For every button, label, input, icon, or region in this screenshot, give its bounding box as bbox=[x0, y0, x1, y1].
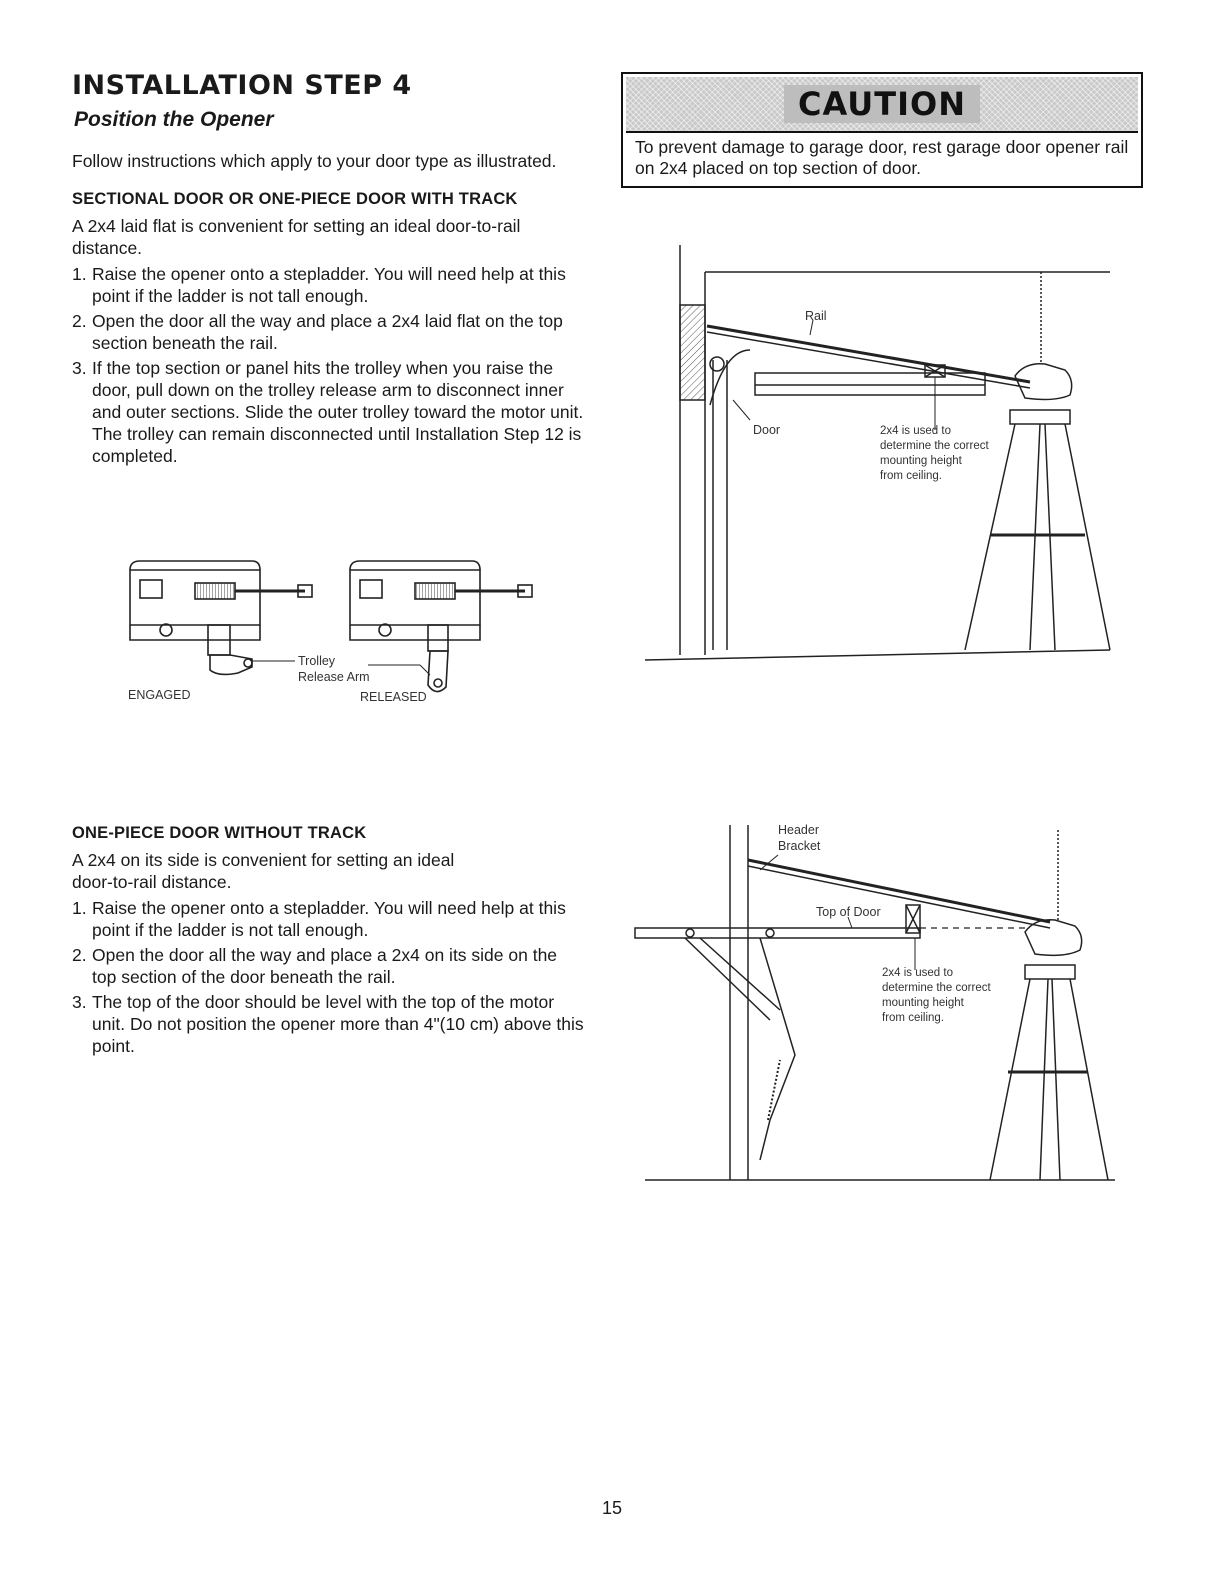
caution-label: CAUTION bbox=[784, 85, 980, 123]
label-bracket: Bracket bbox=[778, 839, 821, 853]
step-item bbox=[72, 357, 584, 467]
note-line: from ceiling. bbox=[880, 470, 942, 482]
label-door: Door bbox=[753, 423, 781, 437]
note-line: mounting height bbox=[880, 455, 962, 467]
label-released: RELEASED bbox=[360, 690, 427, 704]
intro-text: Follow instructions which apply to your door type as illustrated. bbox=[72, 151, 557, 171]
step-number: 2. bbox=[72, 311, 87, 331]
step-number: 1. bbox=[72, 264, 87, 284]
figure-one-piece-door bbox=[630, 820, 1120, 1190]
note-line: determine the correct bbox=[882, 982, 991, 994]
released-trolley bbox=[350, 561, 532, 692]
section-heading: SECTIONAL DOOR OR ONE-PIECE DOOR WITH TRACK bbox=[72, 190, 518, 208]
step-text: Raise the opener onto a stepladder. You will need help at this point if the ladder is not tall enough. bbox=[92, 898, 566, 940]
label-trolley: Trolley bbox=[298, 654, 336, 668]
label-engaged: ENGAGED bbox=[128, 688, 191, 702]
step-number: 2. bbox=[72, 945, 87, 965]
page-number: 15 bbox=[601, 1498, 623, 1518]
caution-box bbox=[621, 72, 1143, 188]
step-text: Raise the opener onto a stepladder. You will need help at this point if the ladder is not tall enough. bbox=[92, 264, 566, 306]
step-number: 3. bbox=[72, 992, 87, 1012]
section-heading: ONE-PIECE DOOR WITHOUT TRACK bbox=[72, 824, 367, 842]
step-number: 3. bbox=[72, 358, 87, 378]
step-subtitle: Position the Opener bbox=[74, 108, 274, 131]
caution-text: To prevent damage to garage door, rest garage door opener rail on 2x4 placed on top section of door. bbox=[635, 137, 1129, 178]
step-list bbox=[72, 897, 584, 1057]
step-item bbox=[72, 944, 584, 988]
label-header: Header bbox=[778, 823, 819, 837]
step-text: The top of the door should be level with the top of the motor unit. Do not position the opener more than 4"(10 cm) above this point. bbox=[92, 992, 584, 1056]
step-text: If the top section or panel hits the trolley when you raise the door, pull down on the trolley release arm to disconnect inner and outer sections. Slide the outer trolley toward the motor unit. The trolley can remain disconnected until Installation Step 12 is completed. bbox=[92, 358, 584, 466]
note-line: 2x4 is used to bbox=[882, 967, 953, 979]
note-line: determine the correct bbox=[880, 440, 989, 452]
engaged-trolley bbox=[130, 561, 312, 674]
step-item bbox=[72, 991, 584, 1057]
note-line: from ceiling. bbox=[882, 1012, 944, 1024]
caution-banner bbox=[626, 77, 1138, 133]
section-intro: A 2x4 on its side is convenient for setting an ideal door-to-rail distance. bbox=[72, 850, 455, 892]
step-list bbox=[72, 263, 584, 467]
label-top-of-door: Top of Door bbox=[816, 905, 881, 919]
section-one-piece-door bbox=[72, 824, 584, 1060]
section-intro: A 2x4 laid flat is convenient for setting an ideal door-to-rail distance. bbox=[72, 216, 521, 258]
step-text: Open the door all the way and place a 2x4 laid flat on the top section beneath the rail. bbox=[92, 311, 563, 353]
step-item bbox=[72, 263, 584, 307]
note-line: mounting height bbox=[882, 997, 964, 1009]
step-title: INSTALLATION STEP 4 bbox=[72, 70, 412, 101]
label-rail: Rail bbox=[805, 309, 827, 323]
step-item bbox=[72, 310, 584, 354]
step-text: Open the door all the way and place a 2x4 on its side on the top section of the door beneath the rail. bbox=[92, 945, 558, 987]
section-sectional-door bbox=[72, 190, 584, 470]
trolley-illustration bbox=[110, 555, 550, 715]
step-item bbox=[72, 897, 584, 941]
figure-sectional-door bbox=[645, 240, 1115, 670]
step-number: 1. bbox=[72, 898, 87, 918]
note-line: 2x4 is used to bbox=[880, 425, 951, 437]
label-release-arm: Release Arm bbox=[298, 670, 370, 684]
